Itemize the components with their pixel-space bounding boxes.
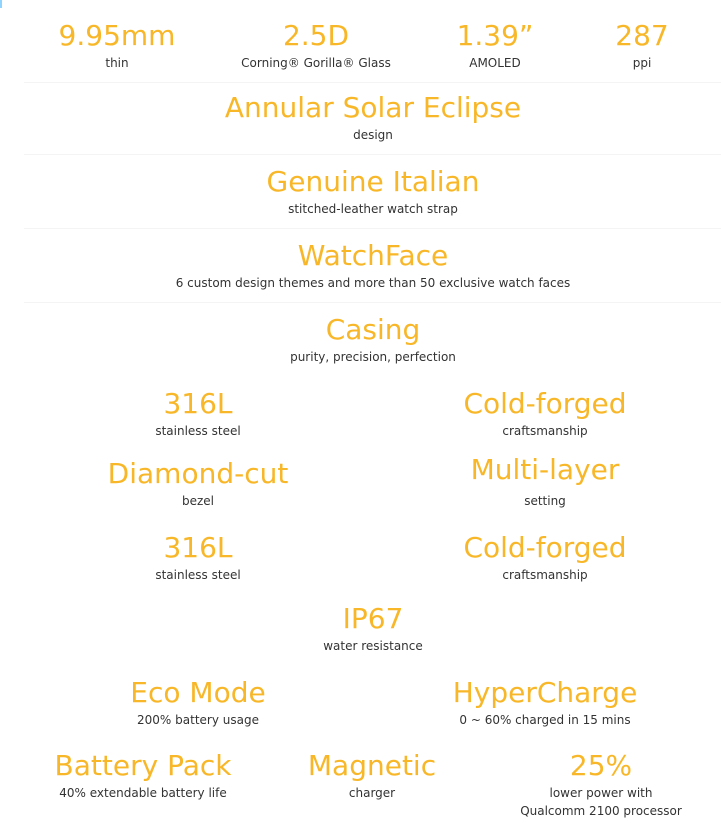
spec-density <box>592 20 692 72</box>
spec-water-resistance <box>223 603 523 655</box>
spec-value: Cold-forged <box>463 531 627 564</box>
spec-value: Annular Solar Eclipse <box>224 91 522 124</box>
spec-battery-pack <box>38 750 248 802</box>
spec-label: design <box>353 128 393 142</box>
spec-strap <box>123 166 623 218</box>
spec-value: Eco Mode <box>130 676 266 709</box>
spec-label: 200% battery usage <box>137 713 259 727</box>
spec-thickness <box>46 20 188 72</box>
spec-label: craftsmanship <box>502 568 588 582</box>
spec-value: 25% <box>569 749 633 782</box>
spec-label: ppi <box>632 56 652 70</box>
divider <box>24 154 721 155</box>
spec-label: stainless steel <box>155 568 241 582</box>
edge-marker <box>0 0 2 8</box>
spec-label: 40% extendable battery life <box>59 786 227 800</box>
spec-steel <box>98 532 298 584</box>
spec-label: charger <box>348 786 396 800</box>
spec-display <box>440 20 550 72</box>
spec-power <box>510 750 692 820</box>
spec-diamond-cut <box>98 458 298 510</box>
divider <box>24 302 721 303</box>
spec-label: 0 ~ 60% charged in 15 mins <box>459 713 631 727</box>
divider <box>24 82 721 83</box>
spec-label: AMOLED <box>469 56 521 70</box>
spec-label-line2: Qualcomm 2100 processor <box>520 804 682 818</box>
spec-eco-mode <box>98 677 298 729</box>
spec-label: lower power with <box>549 786 653 800</box>
spec-value: WatchFace <box>297 239 449 272</box>
divider <box>24 228 721 229</box>
spec-multi-layer <box>445 454 645 510</box>
spec-glass <box>221 20 411 72</box>
spec-hypercharge <box>435 677 655 729</box>
spec-casing <box>123 314 623 366</box>
spec-value: HyperCharge <box>452 676 638 709</box>
spec-value: 1.39” <box>456 19 534 52</box>
spec-magnetic <box>292 750 452 802</box>
spec-label: thin <box>105 56 129 70</box>
spec-value: 316L <box>163 387 233 420</box>
spec-value: 2.5D <box>282 19 350 52</box>
spec-value: Multi-layer <box>470 453 620 486</box>
spec-cold-forged <box>445 532 645 584</box>
spec-value: Genuine Italian <box>266 165 480 198</box>
spec-label: setting <box>524 494 566 508</box>
spec-label: stitched-leather watch strap <box>288 202 458 216</box>
spec-cold-forged <box>445 388 645 440</box>
spec-value: 316L <box>163 531 233 564</box>
spec-label: purity, precision, perfection <box>290 350 456 364</box>
spec-label: 6 custom design themes and more than 50 exclusive watch faces <box>175 276 571 290</box>
spec-label: Corning® Gorilla® Glass <box>241 56 391 70</box>
spec-label: water resistance <box>323 639 423 653</box>
spec-label: stainless steel <box>155 424 241 438</box>
spec-value: 287 <box>615 19 669 52</box>
spec-design <box>123 92 623 144</box>
spec-value: 9.95mm <box>58 19 176 52</box>
spec-value: Diamond-cut <box>107 457 289 490</box>
spec-steel <box>98 388 298 440</box>
spec-value: Magnetic <box>307 749 437 782</box>
spec-value: Casing <box>325 313 421 346</box>
spec-value: Cold-forged <box>463 387 627 420</box>
spec-watchface <box>123 240 623 292</box>
spec-value: IP67 <box>342 602 404 635</box>
spec-label: bezel <box>181 494 214 508</box>
spec-label: craftsmanship <box>502 424 588 438</box>
spec-value: Battery Pack <box>54 749 232 782</box>
